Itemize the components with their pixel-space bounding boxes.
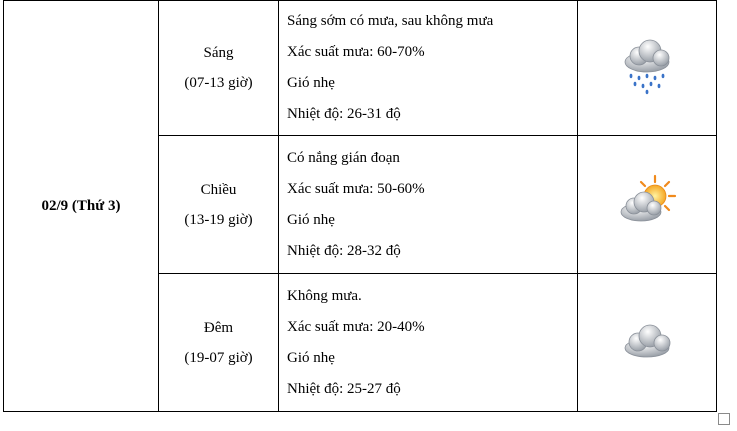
description-cell-afternoon [279, 136, 578, 274]
period-name: Chiều [200, 181, 237, 198]
period-hours: (13-19 giờ) [184, 211, 253, 228]
description-cell-morning [279, 1, 578, 136]
description-line: Nhiệt độ: 26-31 độ [287, 106, 401, 122]
cloud-icon [619, 318, 675, 362]
period-cell-night [159, 274, 279, 412]
description-line: Xác suất mưa: 50-60% [287, 180, 425, 197]
description-line: Gió nhẹ [287, 349, 335, 366]
date-label: 02/9 (Thứ 3) [41, 197, 121, 214]
description-line: Xác suất mưa: 20-40% [287, 318, 425, 335]
period-cell-afternoon [159, 136, 279, 274]
rain-cloud-icon [617, 36, 677, 96]
period-hours: (07-13 giờ) [184, 75, 253, 91]
icon-cell-afternoon [578, 136, 717, 274]
description-line: Xác suất mưa: 60-70% [287, 44, 425, 60]
description-line: Gió nhẹ [287, 75, 335, 91]
table-row [4, 1, 717, 136]
table-resize-handle[interactable] [718, 413, 730, 425]
period-cell-morning [159, 1, 279, 136]
description-line: Sáng sớm có mưa, sau không mưa [287, 13, 494, 29]
description-line: Nhiệt độ: 25-27 độ [287, 380, 401, 397]
icon-cell-morning [578, 1, 717, 136]
forecast-table [3, 0, 717, 412]
description-line: Không mưa. [287, 287, 362, 304]
icon-cell-night [578, 274, 717, 412]
description-line: Có nắng gián đoạn [287, 149, 400, 166]
description-line: Nhiệt độ: 28-32 độ [287, 242, 401, 259]
period-name: Đêm [203, 319, 234, 336]
date-cell [4, 1, 159, 412]
description-cell-night [279, 274, 578, 412]
description-line: Gió nhẹ [287, 211, 335, 228]
period-hours: (19-07 giờ) [184, 349, 253, 366]
sun-cloud-icon [617, 174, 677, 230]
period-name: Sáng [203, 45, 234, 61]
